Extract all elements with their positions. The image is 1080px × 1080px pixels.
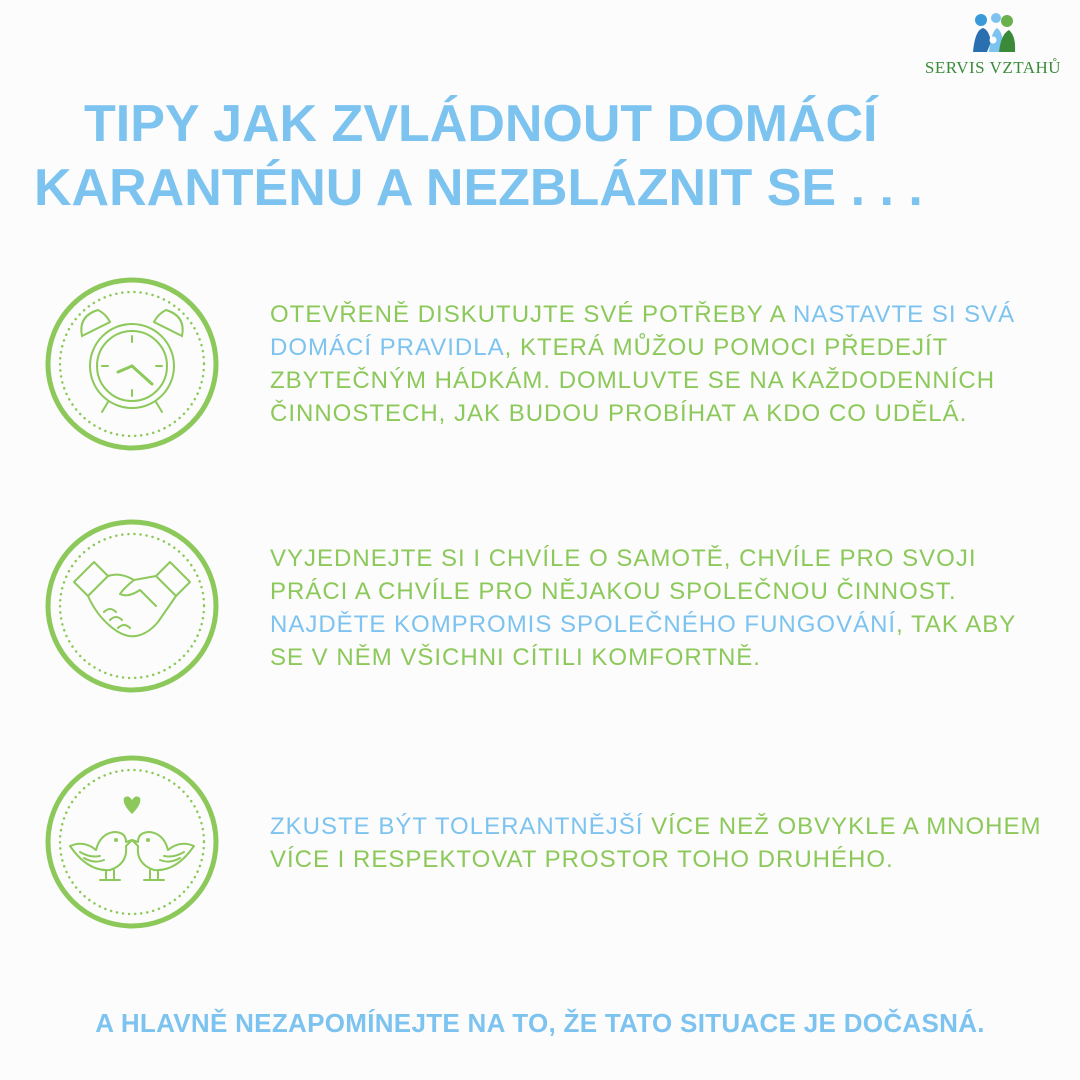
- love-birds-icon: [44, 754, 220, 930]
- tip-3-part-2: VÍCE NEŽ OBVYKLE A MNOHEM VÍCE I RESPEKTOVAT PROSTOR TOHO DRUHÉHO.: [270, 813, 1042, 873]
- title-line-1: TIPY JAK ZVLÁDNOUT DOMÁCÍ: [84, 95, 878, 153]
- tip-text-2: [270, 542, 1050, 674]
- tip-1-highlight: NASTAVTE SI SVÁ DOMÁCÍ PRAVIDLA: [270, 301, 1016, 361]
- alarm-clock-icon: [44, 276, 220, 452]
- title-line-2: KARANTÉNU A NEZBLÁZNIT SE . . .: [34, 159, 923, 217]
- logo-text: SERVIS VZTAHŮ: [924, 58, 1062, 77]
- family-icon: [969, 12, 1017, 56]
- tip-1-part-1: OTEVŘENĚ DISKUTUJTE SVÉ POTŘEBY A: [270, 301, 794, 328]
- footer-note: A HLAVNĚ NEZAPOMÍNEJTE NA TO, ŽE TATO SITUACE JE DOČASNÁ.: [95, 1008, 985, 1038]
- handshake-icon: [44, 518, 220, 694]
- page-title: [34, 92, 934, 220]
- tip-1-part-2: , KTERÁ MŮŽOU POMOCI PŘEDEJÍT ZBYTEČNÝM HÁDKÁM. DOMLUVTE SE NA KAŽDODENNÍCH ČINNOSTECH, JAK BUDOU PROBÍHAT A KDO CO UDĚLÁ.: [270, 334, 996, 427]
- tip-text-3: [270, 810, 1050, 876]
- tip-2-part-1: VYJEDNEJTE SI I CHVÍLE O SAMOTĚ, CHVÍLE PRO SVOJI PRÁCI A CHVÍLE PRO NĚJAKOU SPOLEČNOU ČINNOST.: [270, 545, 977, 605]
- tip-3-highlight: ZKUSTE BÝT TOLERANTNĚJŠÍ: [270, 813, 644, 840]
- tip-2-part-2: , TAK ABY SE V NĚM VŠICHNI CÍTILI KOMFORTNĚ.: [270, 611, 1016, 671]
- tip-2-highlight: NAJDĚTE KOMPROMIS SPOLEČNÉHO FUNGOVÁNÍ: [270, 611, 897, 638]
- tip-text-1: [270, 298, 1050, 430]
- logo: [918, 12, 1068, 78]
